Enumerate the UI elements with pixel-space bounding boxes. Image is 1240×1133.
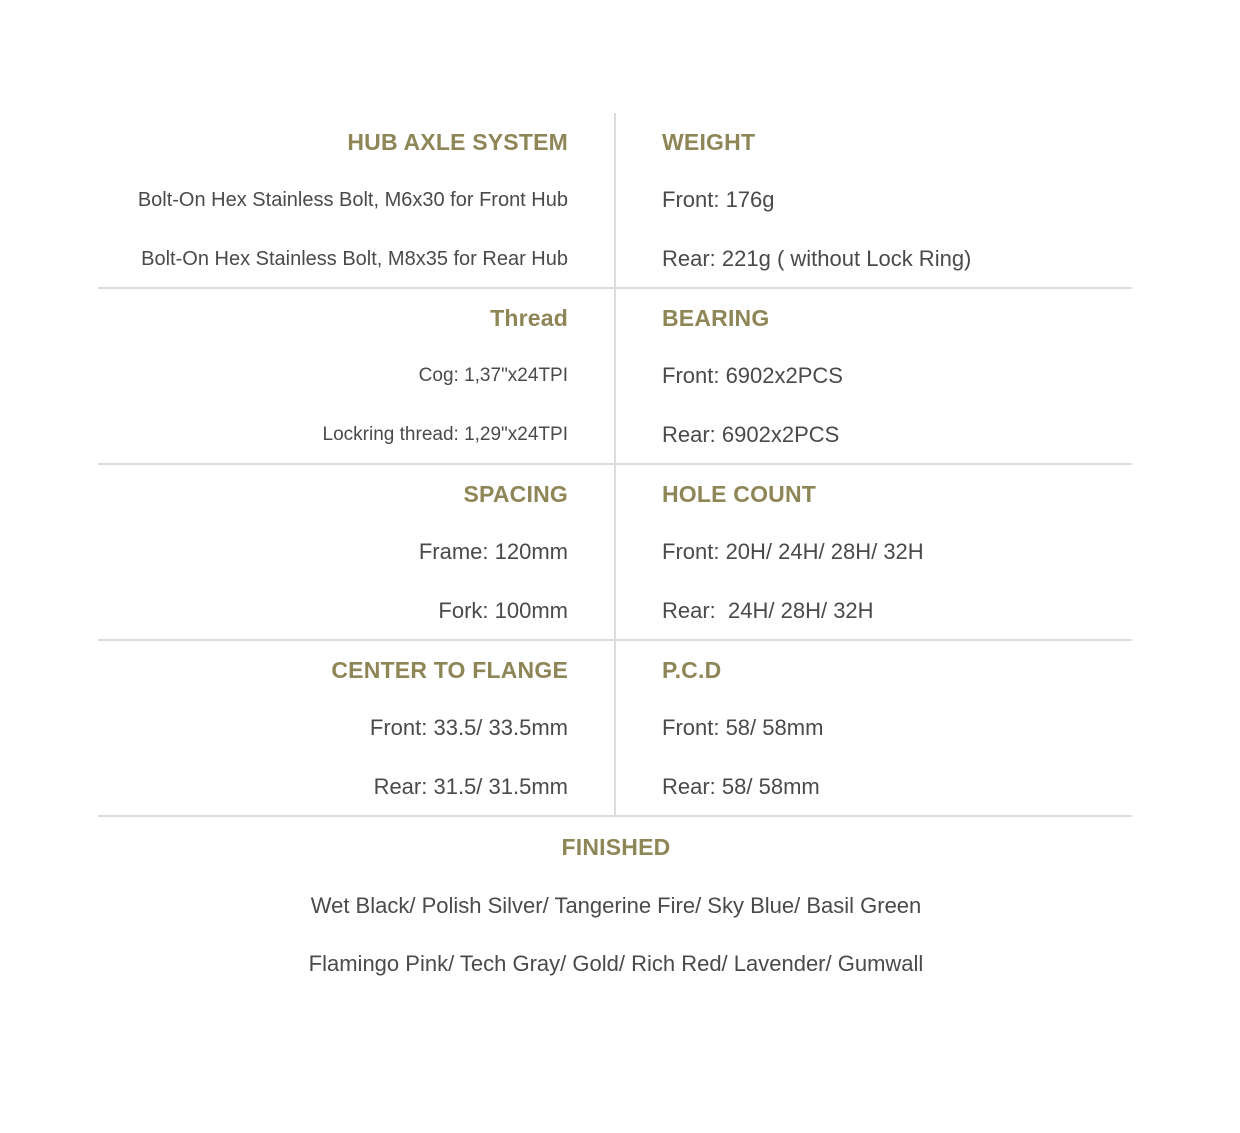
finished-heading: FINISHED <box>561 834 671 860</box>
spec-heading: P.C.D <box>662 657 722 683</box>
spec-heading: WEIGHT <box>662 129 756 155</box>
spec-cell-center-to-flange <box>98 641 568 815</box>
spec-row-center-to-flange-pcd <box>98 641 1132 817</box>
spec-value: Front: 176g <box>662 187 775 212</box>
spec-table <box>98 113 1132 817</box>
spec-value: Front: 6902x2PCS <box>662 363 843 388</box>
column-divider <box>614 289 616 463</box>
spec-row-thread-bearing <box>98 289 1132 465</box>
finished-colors-line: Flamingo Pink/ Tech Gray/ Gold/ Rich Red/ Lavender/ Gumwall <box>308 951 924 976</box>
column-divider <box>614 113 616 287</box>
spec-heading: Thread <box>490 305 568 331</box>
spec-value: Rear: 6902x2PCS <box>662 422 840 447</box>
spec-heading: HUB AXLE SYSTEM <box>347 129 568 155</box>
spec-cell-weight <box>662 113 1132 287</box>
spec-cell-thread <box>98 289 568 463</box>
spec-cell-pcd <box>662 641 1132 815</box>
spec-value: Bolt-On Hex Stainless Bolt, M6x30 for Front Hub <box>137 189 568 211</box>
finished-colors-line: Wet Black/ Polish Silver/ Tangerine Fire/ Sky Blue/ Basil Green <box>310 893 922 918</box>
spec-value: Rear: 31.5/ 31.5mm <box>373 774 568 799</box>
spec-heading: HOLE COUNT <box>662 481 817 507</box>
spec-cell-bearing <box>662 289 1132 463</box>
spec-row-hub-axle-weight <box>98 113 1132 289</box>
spec-heading: BEARING <box>662 305 770 331</box>
spec-value: Cog: 1,37"x24TPI <box>418 365 568 386</box>
spec-value: Front: 33.5/ 33.5mm <box>369 715 568 740</box>
spec-value: Rear: 58/ 58mm <box>662 774 820 799</box>
column-divider <box>614 465 616 639</box>
spec-value: Lockring thread: 1,29"x24TPI <box>322 424 568 445</box>
spec-cell-spacing <box>98 465 568 639</box>
spec-row-spacing-hole-count <box>98 465 1132 641</box>
spec-value: Front: 20H/ 24H/ 28H/ 32H <box>662 539 924 564</box>
spec-value: Rear: 24H/ 28H/ 32H <box>662 598 874 623</box>
spec-cell-hole-count <box>662 465 1132 639</box>
spec-value: Frame: 120mm <box>418 539 568 564</box>
spec-value: Fork: 100mm <box>438 598 568 623</box>
spec-value: Bolt-On Hex Stainless Bolt, M8x35 for Rear Hub <box>141 248 568 270</box>
column-divider <box>614 641 616 815</box>
spec-heading: CENTER TO FLANGE <box>331 657 568 683</box>
spec-value: Front: 58/ 58mm <box>662 715 824 740</box>
spec-heading: SPACING <box>463 481 568 507</box>
spec-cell-hub-axle-system <box>98 113 568 287</box>
spec-value: Rear: 221g ( without Lock Ring) <box>662 246 972 271</box>
